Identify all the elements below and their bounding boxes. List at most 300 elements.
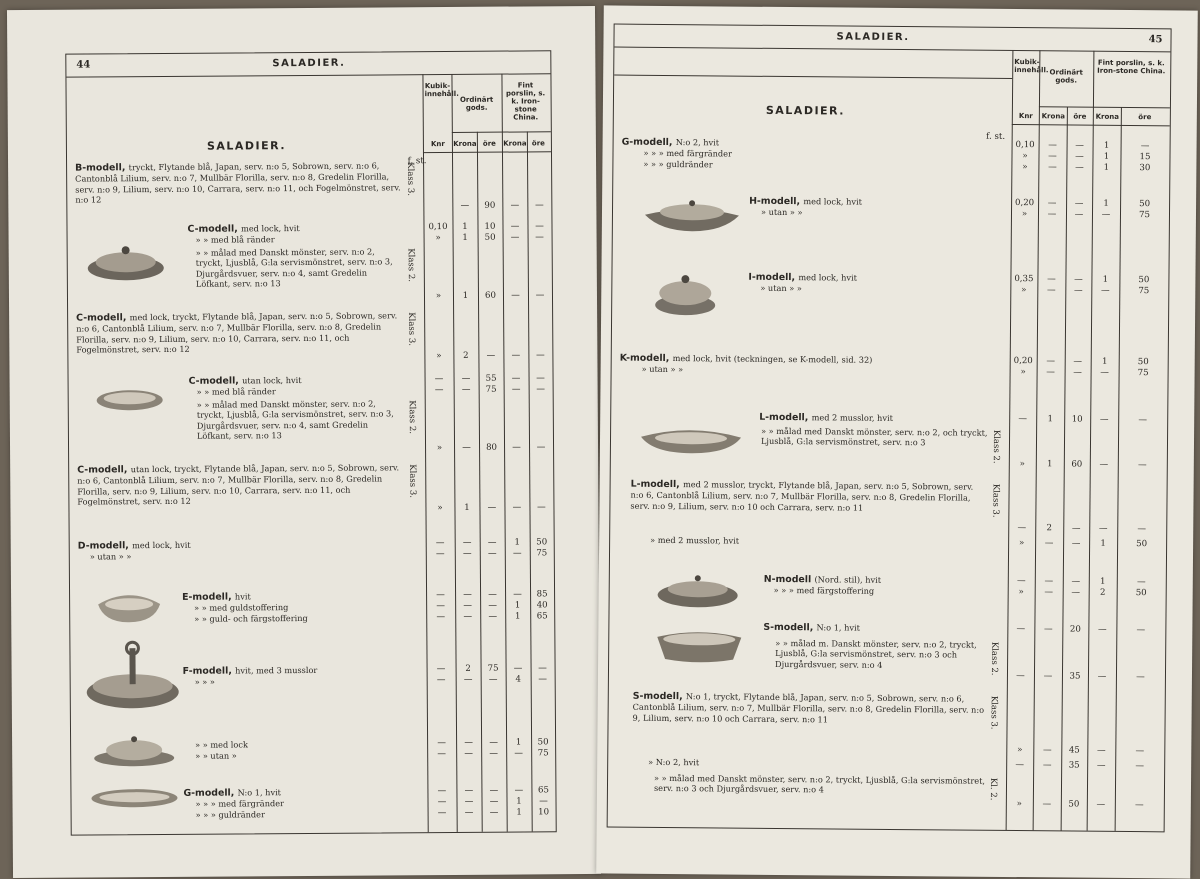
price-cell: —	[505, 589, 530, 599]
entry-text: » » med lock	[195, 739, 248, 749]
price-cell: —	[482, 808, 507, 818]
entry-description	[763, 622, 1001, 635]
dish-illustration-s	[653, 627, 745, 666]
page-number: 45	[1149, 34, 1163, 45]
entry-text: med lock, tryckt, Flytande blå, Japan, serv. n:o 5, Sobrown, serv. n:o 6, Cantonblå Lilium, serv. n:o 7, Mullbär Florilla, serv. n:o 8, Gredelin Florilla, serv. n:o 9, Lilium, serv. n:o 10, Carrara, serv. n:o 11, och Fogelmönstret, serv. n:o 12	[76, 310, 397, 354]
price-cell: —	[426, 590, 455, 600]
price-cell: »	[1008, 587, 1035, 597]
dish-illustration-c-lid	[86, 238, 166, 289]
left-page	[7, 6, 601, 878]
price-cell: 75	[530, 548, 554, 558]
entry-text: » » » guldränder	[196, 809, 265, 819]
entry-description	[643, 159, 1005, 173]
price-cell: 55	[479, 374, 504, 384]
price-cell: —	[1008, 576, 1035, 586]
entry-text: med lock, hvit	[132, 540, 191, 550]
price-cell: —	[531, 663, 555, 673]
price-cell: —	[426, 601, 455, 611]
price-cell: —	[527, 200, 551, 210]
price-cell: —	[427, 675, 456, 685]
price-cell: —	[481, 797, 506, 807]
entry-description	[648, 757, 1000, 771]
price-cell: —	[1087, 761, 1115, 771]
price-cell: 2	[1089, 588, 1117, 598]
klass-label: Klass 2.	[407, 400, 417, 434]
entry-text: » » » med färgstoffering	[774, 585, 875, 596]
entry-text: N:o 1, tryckt, Flytande blå, Japan, serv. n:o 5, Sobrown, serv. n:o 6, Cantonblå Lilium, serv. n:o 7, Mullbär Florilla, serv. n:o 8, Gredelin Florilla, serv. n:o 9, Lilium, serv. n:o 10 och Carrara, serv. n:o 11	[633, 691, 985, 724]
header-rule	[1039, 106, 1170, 108]
price-cell: —	[505, 548, 530, 558]
price-cell: —	[1065, 274, 1091, 284]
price-cell: —	[480, 601, 505, 611]
dish-illustration-i	[652, 271, 718, 320]
entry-description	[90, 549, 420, 562]
sub-krona: Krona	[503, 139, 527, 147]
page-number: 44	[76, 59, 90, 70]
entry-description	[630, 479, 988, 534]
price-cell: —	[1066, 209, 1092, 219]
price-cell: 1	[454, 503, 479, 513]
klass-label: Klass 3.	[407, 464, 417, 498]
entry-text: hvit, med 3 musslor	[235, 665, 317, 676]
price-cell: 75	[1120, 210, 1169, 220]
price-cell: —	[1092, 210, 1120, 220]
price-cell: —	[455, 538, 480, 548]
section-title: SALADIER.	[766, 104, 845, 118]
sub-ore: öre	[528, 139, 549, 147]
price-cell: »	[1006, 799, 1033, 809]
price-cell: —	[1065, 285, 1091, 295]
price-cell: —	[1034, 671, 1062, 681]
price-cell: 50	[1061, 799, 1087, 809]
price-cell: 2	[1035, 523, 1063, 533]
price-cell: —	[527, 221, 551, 231]
price-cell: —	[1063, 538, 1089, 548]
catalog-entry	[608, 756, 1164, 772]
unit-label: f. st.	[984, 132, 1008, 142]
price-cell: —	[504, 384, 529, 394]
entry-text: » med 2 musslor, hvit	[650, 535, 739, 546]
price-cell: 45	[1061, 745, 1087, 755]
col-fint: Fint porslin, s. k. Iron-stone China.	[502, 81, 548, 121]
right-page	[596, 5, 1198, 878]
price-cell: —	[504, 442, 529, 452]
price-cell: 30	[1120, 163, 1169, 173]
price-cell: 0,10	[423, 222, 452, 232]
model-name: N-modell	[764, 574, 815, 585]
entry-description	[774, 585, 1002, 598]
price-cell: —	[456, 749, 481, 759]
price-cell: —	[1088, 672, 1116, 682]
price-cell: —	[506, 748, 531, 758]
price-cell: —	[1063, 587, 1089, 597]
price-cell: »	[424, 291, 453, 301]
price-cell: —	[1038, 162, 1066, 172]
model-name: L-modell,	[759, 412, 812, 423]
price-cell: —	[427, 664, 456, 674]
price-cell: —	[456, 675, 481, 685]
price-cell: —	[1066, 162, 1092, 172]
entry-text: » » målad med Danskt mönster, serv. n:o 2, tryckt, Ljusblå, G:la servismönstret, serv. n:o 3 och Djurgårdsvuer, serv. n:o 4	[654, 773, 985, 795]
price-cell: 1	[452, 222, 477, 232]
price-cell: 35	[1061, 760, 1087, 770]
entry-text: » » med guldstoffering	[194, 602, 288, 613]
price-cell: —	[1089, 524, 1117, 534]
unit-label: f. st.	[407, 156, 427, 166]
price-cell: —	[1039, 140, 1067, 150]
price-cell: —	[1033, 745, 1061, 755]
price-cell: —	[481, 738, 506, 748]
col-fint: Fint porslin, s. k. Iron-stone China.	[1094, 59, 1168, 76]
price-cell: —	[478, 351, 503, 361]
entry-text: utan lock, tryckt, Flytande blå, Japan, serv. n:o 5, Sobrown, serv. n:o 6, Cantonblå Lilium, serv. n:o 7, Mullbär Florilla, serv. n:o 8, Gredelin Florilla, serv. n:o 9, Lilium, serv. n:o 10, Carrara, serv. n:o 11, och Fogelmönstret, serv. n:o 12	[77, 462, 399, 506]
price-cell: —	[529, 373, 553, 383]
entry-text: » » målad med Danskt mönster, serv. n:o 2, tryckt, Ljusblå, G:la servismönstret, serv. n:o 3, Djurgårdsvuer, serv. n:o 4, samt Gredelin Löfkant, serv. n:o 13	[197, 398, 394, 440]
price-cell: —	[425, 385, 454, 395]
price-cell: —	[1009, 414, 1036, 424]
price-cell: —	[531, 674, 555, 684]
price-cell: 80	[479, 443, 504, 453]
col-ordinart: Ordinärt gods.	[1040, 68, 1092, 84]
price-cell: —	[1090, 415, 1118, 425]
catalog-entry	[610, 535, 1166, 551]
price-cell: —	[503, 232, 528, 242]
price-cell: —	[1037, 367, 1065, 377]
price-cell: —	[427, 797, 456, 807]
col-ordinart: Ordinärt gods.	[453, 96, 501, 112]
model-name: C-modell,	[189, 375, 243, 386]
price-cell: —	[481, 786, 506, 796]
price-cell: —	[454, 374, 479, 384]
entry-description	[194, 612, 420, 625]
price-cell: —	[425, 374, 454, 384]
price-cell: —	[1038, 209, 1066, 219]
price-cell: 1	[1092, 199, 1120, 209]
price-cell: —	[1118, 460, 1167, 470]
catalog-entry	[611, 411, 1167, 427]
price-cell: —	[1091, 286, 1119, 296]
header-rule	[423, 151, 551, 153]
price-cell: 35	[1062, 671, 1088, 681]
entry-description	[77, 462, 405, 516]
price-cell: 75	[1119, 286, 1168, 296]
price-cell: —	[1116, 672, 1165, 682]
entry-text: » » målad med Danskt mönster, serv. n:o 2, tryckt, Ljusblå, G:la servismönstret, serv. n:o 3, Djurgårdsvuer, serv. n:o 4, samt Gredelin Löfkant, serv. n:o 13	[196, 247, 393, 289]
entry-text: hvit	[235, 591, 251, 601]
left-page-frame	[65, 50, 556, 835]
entry-description	[642, 364, 1004, 378]
price-cell: »	[424, 351, 453, 361]
entry-description	[195, 749, 421, 762]
klass-label: Klass 3.	[405, 162, 415, 196]
price-cell: —	[1008, 523, 1035, 533]
price-cell: —	[427, 738, 456, 748]
price-cell: 2	[456, 664, 481, 674]
entry-text: » » med blå ränder	[196, 234, 275, 245]
entry-description	[196, 233, 418, 246]
entry-text: » » med blå ränder	[197, 386, 276, 397]
entry-description	[775, 638, 987, 682]
price-cell: —	[502, 221, 527, 231]
model-name: F-modell,	[183, 665, 236, 676]
price-cell: 20	[1062, 624, 1088, 634]
price-cell: —	[1063, 523, 1089, 533]
header-rule	[614, 75, 1012, 79]
entry-text: » » » guldränder	[643, 159, 712, 170]
price-cell: 2	[453, 351, 478, 361]
price-cell: —	[1066, 198, 1092, 208]
entry-text: med lock, hvit	[241, 223, 300, 233]
entry-description	[761, 207, 1005, 220]
model-name: G-modell,	[183, 787, 237, 798]
sub-krona: Krona	[1040, 112, 1067, 120]
price-cell: 0,20	[1011, 198, 1038, 208]
price-cell: »	[1011, 151, 1038, 161]
price-cell: 1	[1093, 141, 1121, 151]
price-cell: 0,20	[1010, 356, 1037, 366]
price-cell: 60	[1064, 459, 1090, 469]
entry-text: » » målad m. Danskt mönster, serv. n:o 2, tryckt, Ljusblå, G:la servismönstret, serv. n:o 3 och Djurgårdsvuer, serv. n:o 4	[775, 638, 977, 670]
price-cell: —	[1117, 577, 1166, 587]
price-cell: 60	[478, 291, 503, 301]
entry-description	[196, 246, 404, 303]
price-cell: 75	[479, 385, 504, 395]
model-name: L-modell,	[631, 479, 684, 490]
price-cell: —	[1091, 368, 1119, 378]
entry-description	[632, 691, 987, 756]
sub-krona: Krona	[453, 140, 477, 148]
price-cell: —	[480, 549, 505, 559]
price-cell: »	[1009, 459, 1036, 469]
entry-text: med lock, hvit	[798, 272, 857, 283]
klass-label: Klass 3.	[990, 484, 1000, 518]
entry-text: » » » med färgränder	[195, 798, 284, 809]
price-cell: 50	[1119, 357, 1168, 367]
price-cell: 10	[477, 222, 502, 232]
entry-text: » N:o 2, hvit	[648, 757, 699, 767]
price-cell: —	[1087, 800, 1115, 810]
model-name: C-modell,	[76, 312, 130, 323]
price-cell: 40	[530, 600, 554, 610]
dish-illustration-f	[84, 640, 181, 713]
price-cell: —	[1037, 356, 1065, 366]
catalog-entry	[608, 690, 1165, 757]
price-cell: —	[480, 612, 505, 622]
catalog-entry	[608, 772, 1164, 811]
price-cell: —	[480, 538, 505, 548]
price-cell: 50	[1117, 588, 1166, 598]
price-cell: 1	[1091, 275, 1119, 285]
catalog-entry	[610, 479, 1166, 536]
price-cell: —	[456, 786, 481, 796]
catalog-entry	[68, 309, 552, 364]
klass-label: Kl. 2.	[988, 778, 998, 801]
price-cell: —	[1116, 625, 1165, 635]
dish-illustration-n	[656, 571, 740, 610]
dish-illustration-e	[94, 590, 164, 626]
price-cell: —	[456, 738, 481, 748]
entry-description	[650, 535, 1002, 549]
price-cell: 10	[1064, 414, 1090, 424]
price-cell: —	[481, 749, 506, 759]
price-cell: 1	[1091, 357, 1119, 367]
price-cell: —	[1006, 760, 1033, 770]
price-cell: —	[506, 663, 531, 673]
left-header	[66, 51, 550, 77]
price-cell: —	[1035, 538, 1063, 548]
entry-description	[197, 398, 405, 455]
klass-label: Klass 2.	[406, 248, 416, 282]
price-cell: 75	[481, 664, 506, 674]
price-cell: —	[454, 443, 479, 453]
price-cell: »	[1008, 538, 1035, 548]
entry-description	[75, 160, 403, 214]
model-name: K-modell,	[620, 353, 673, 364]
price-cell: —	[1121, 141, 1170, 151]
price-cell: 65	[530, 611, 554, 621]
price-cell: —	[529, 384, 553, 394]
entry-text: N:o 1, hvit	[817, 622, 860, 632]
price-cell: —	[455, 612, 480, 622]
price-cell: —	[1118, 415, 1167, 425]
price-cell: —	[1090, 460, 1118, 470]
price-cell: —	[504, 502, 529, 512]
sub-knr: Knr	[425, 140, 451, 148]
price-cell: 1	[1036, 414, 1064, 424]
price-cell: —	[1087, 746, 1115, 756]
price-cell: »	[425, 503, 454, 513]
price-cell: —	[1067, 140, 1093, 150]
price-cell: 4	[506, 674, 531, 684]
catalog-entry	[69, 461, 553, 516]
price-cell: —	[1066, 151, 1092, 161]
entry-text: » utan » »	[90, 551, 132, 561]
price-cell: —	[528, 350, 552, 360]
sub-ore: öre	[478, 140, 501, 148]
price-cell: —	[531, 796, 555, 806]
entry-text: med lock, hvit	[803, 196, 862, 207]
entry-text: » utan » »	[761, 207, 803, 217]
price-cell: 50	[1119, 275, 1168, 285]
dish-illustration-g	[89, 786, 179, 811]
price-cell: 15	[1120, 152, 1169, 162]
header-title: SALADIER.	[272, 58, 345, 70]
sub-knr: Knr	[1014, 112, 1038, 120]
price-cell: —	[503, 290, 528, 300]
entry-description	[654, 773, 986, 810]
entry-text: (Nord. stil), hvit	[814, 574, 881, 585]
price-cell: —	[1065, 367, 1091, 377]
entry-text: » » guld- och färgstoffering	[194, 613, 308, 624]
entry-text: med 2 musslor, tryckt, Flytande blå, Japan, serv. n:o 5, Sobrown, serv. n:o 6, Cantonblå Lilium, serv. n:o 7, Mullbär Florilla, serv. n:o 8, Gredelin Florilla, serv. n:o 9, Lilium, serv. n:o 10 och Carrara, serv. n:o 11	[630, 479, 973, 512]
price-cell: —	[456, 797, 481, 807]
price-cell: 0,10	[1012, 140, 1039, 150]
price-cell: —	[1038, 151, 1066, 161]
price-cell: 50	[1117, 539, 1166, 549]
entry-text: » » » med färgränder	[643, 148, 732, 159]
price-cell: —	[1038, 198, 1066, 208]
price-cell: —	[1037, 285, 1065, 295]
model-name: D-modell,	[78, 540, 132, 551]
sub-ore: öre	[1068, 112, 1092, 120]
price-cell: —	[481, 675, 506, 685]
price-cell: —	[1007, 671, 1034, 681]
price-cell: 1	[1089, 577, 1117, 587]
model-name: G-modell,	[622, 137, 676, 148]
price-cell: —	[427, 749, 456, 759]
price-cell: —	[1033, 799, 1061, 809]
model-name: B-modell,	[75, 162, 129, 173]
price-cell: 1	[1036, 459, 1064, 469]
catalog-entry	[70, 548, 554, 562]
price-cell: 1	[1092, 163, 1120, 173]
price-cell: 75	[531, 748, 555, 758]
entry-description	[196, 808, 422, 821]
section-title: SALADIER.	[207, 139, 286, 153]
sub-krona: Krona	[1094, 113, 1121, 121]
price-cell: 1	[505, 537, 530, 547]
right-page-frame	[607, 24, 1172, 833]
price-cell: —	[1115, 761, 1164, 771]
entry-text: » utan » »	[760, 283, 802, 293]
price-cell: 90	[477, 201, 502, 211]
dish-illustration-l	[639, 425, 743, 456]
entry-description	[761, 426, 989, 470]
price-cell: —	[426, 538, 455, 548]
dish-illustration-h	[643, 195, 741, 236]
price-cell: 1	[1092, 152, 1120, 162]
model-name: C-modell,	[187, 223, 241, 234]
price-cell: 1	[453, 233, 478, 243]
entry-text: » utan » »	[642, 364, 684, 374]
entry-text: » » målad med Danskt mönster, serv. n:o 2, och tryckt, Ljusblå, G:la servismönstret, serv. n:o 3	[761, 426, 988, 448]
price-cell: —	[1115, 746, 1164, 756]
entry-description	[760, 283, 1004, 296]
entry-text: utan lock, hvit	[242, 375, 302, 385]
price-cell: —	[427, 786, 456, 796]
dish-illustration-f-lid	[91, 728, 177, 773]
price-cell: —	[1007, 624, 1034, 634]
entry-description	[759, 412, 1003, 425]
klass-label: Klass 2.	[991, 430, 1001, 464]
header-rule	[1012, 124, 1170, 126]
price-cell: —	[503, 350, 528, 360]
price-cell: —	[454, 385, 479, 395]
price-cell: —	[1035, 587, 1063, 597]
price-cell: —	[426, 612, 455, 622]
price-cell: —	[529, 502, 553, 512]
model-name: I-modell,	[748, 272, 798, 283]
price-cell: 75	[1119, 368, 1168, 378]
entry-description	[195, 675, 421, 688]
price-cell: 1	[507, 807, 532, 817]
price-cell: —	[502, 200, 527, 210]
price-cell: »	[1011, 162, 1038, 172]
entry-text: N:o 1, hvit	[238, 787, 281, 797]
price-cell: —	[452, 201, 477, 211]
price-cell: —	[428, 808, 457, 818]
model-name: H-modell,	[749, 196, 803, 207]
entry-text: tryckt, Flytande blå, Japan, serv. n:o 5, Sobrown, serv. n:o 6, Cantonblå Lilium, serv. n:o 7, Mullbär Florilla, serv. n:o 8, Gredelin Florilla, serv. n:o 9, Lilium, serv. n:o 10, Carrara, serv. n:o 11, och Fogelmönstret, serv. n:o 12	[75, 160, 401, 204]
price-cell: —	[506, 785, 531, 795]
price-cell: 50	[1120, 199, 1169, 209]
sub-ore: öre	[1122, 113, 1168, 121]
price-cell: »	[1010, 367, 1037, 377]
klass-label: Klass 2.	[989, 642, 999, 676]
price-cell: 85	[530, 589, 554, 599]
price-cell: —	[1115, 800, 1164, 810]
price-cell: —	[480, 590, 505, 600]
